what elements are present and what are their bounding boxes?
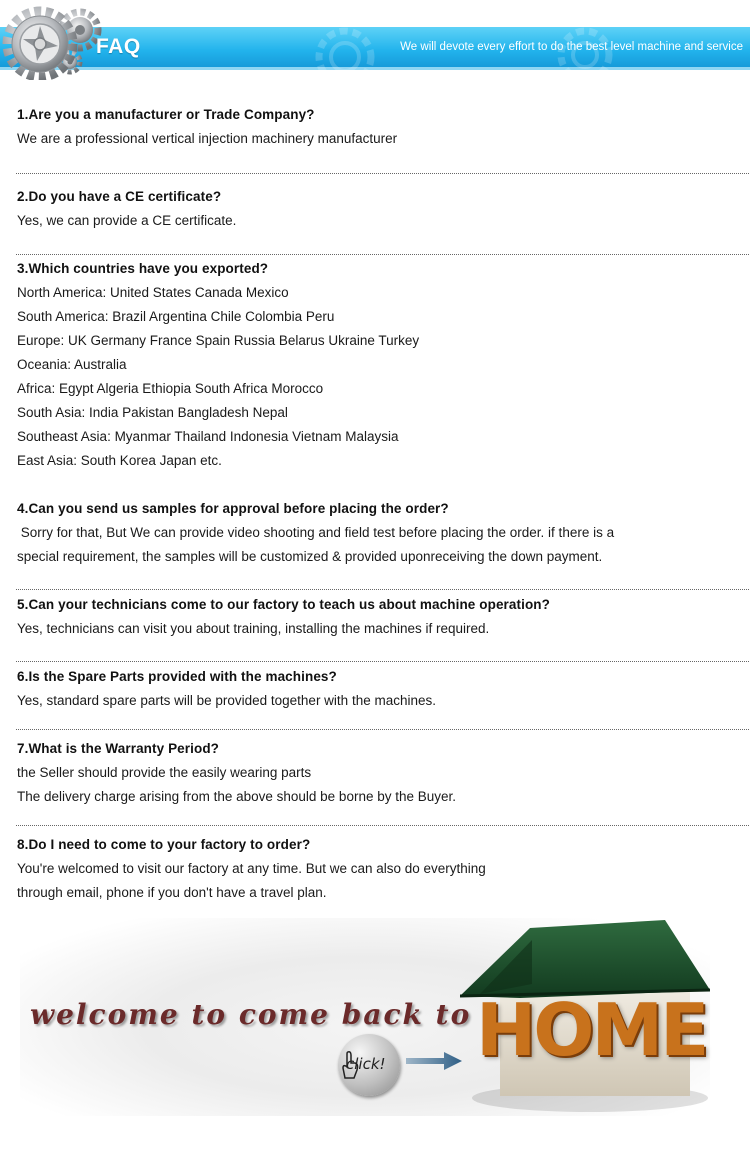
- faq-question: 1.Are you a manufacturer or Trade Company?: [17, 107, 315, 122]
- faq-question: 7.What is the Warranty Period?: [17, 741, 220, 756]
- faq-question: 2.Do you have a CE certificate?: [17, 189, 222, 204]
- faq-answer-line: South Asia: India Pakistan Bangladesh Nepal: [17, 405, 288, 420]
- faq-answer: [17, 617, 749, 641]
- faq-list: [17, 103, 749, 905]
- faq-item: [17, 185, 749, 233]
- banner-tagline: We will devote every effort to do the best level machine and service: [400, 41, 743, 53]
- faq-answer: [17, 857, 749, 905]
- faq-answer: [17, 281, 749, 473]
- faq-answer-line: Yes, technicians can visit you about training, installing the machines if required.: [17, 621, 490, 636]
- click-label: click!: [346, 1055, 386, 1073]
- click-button[interactable]: [338, 1034, 400, 1096]
- faq-question: 6.Is the Spare Parts provided with the machines?: [17, 669, 337, 684]
- faq-question: 5.Can your technicians come to our factory to teach us about machine operation?: [17, 597, 550, 612]
- faq-answer-line: Sorry for that, But We can provide video shooting and field test before placing the order. if there is a: [17, 525, 615, 540]
- faq-answer-line: special requirement, the samples will be customized & provided uponreceiving the down payment.: [17, 549, 603, 564]
- faq-question: 3.Which countries have you exported?: [17, 261, 269, 276]
- faq-answer: [17, 127, 749, 151]
- faq-item: [17, 737, 749, 809]
- faq-item: [17, 497, 749, 569]
- faq-answer-line: You're welcomed to visit our factory at any time. But we can also do everything: [17, 861, 486, 876]
- faq-answer-line: We are a professional vertical injection machinery manufacturer: [17, 131, 398, 146]
- faq-item: [17, 593, 749, 641]
- arrow-right-icon: [406, 1052, 462, 1070]
- faq-header-banner: [0, 0, 750, 80]
- faq-item: [17, 257, 749, 473]
- faq-answer: [17, 761, 749, 809]
- gear-icon: [0, 4, 110, 80]
- welcome-slogan: welcome to come back to: [30, 998, 472, 1031]
- faq-answer-line: Oceania: Australia: [17, 357, 127, 372]
- background-gear-icon: [300, 27, 390, 70]
- welcome-home-banner[interactable]: [20, 918, 710, 1116]
- home-word: HOME: [476, 988, 707, 1072]
- faq-answer-line: The delivery charge arising from the above should be borne by the Buyer.: [17, 789, 457, 804]
- faq-item: [17, 103, 749, 151]
- page-title: FAQ: [96, 35, 141, 58]
- faq-answer: [17, 521, 749, 569]
- faq-answer-line: Southeast Asia: Myanmar Thailand Indonesia Vietnam Malaysia: [17, 429, 399, 444]
- faq-question: 8.Do I need to come to your factory to order?: [17, 837, 311, 852]
- faq-answer-line: Yes, standard spare parts will be provided together with the machines.: [17, 693, 436, 708]
- faq-answer: [17, 209, 749, 233]
- faq-answer-line: Yes, we can provide a CE certificate.: [17, 213, 237, 228]
- faq-answer: [17, 689, 749, 713]
- faq-question: 4.Can you send us samples for approval before placing the order?: [17, 501, 449, 516]
- faq-answer-line: the Seller should provide the easily wearing parts: [17, 765, 312, 780]
- faq-answer-line: through email, phone if you don't have a travel plan.: [17, 885, 327, 900]
- faq-answer-line: Europe: UK Germany France Spain Russia Belarus Ukraine Turkey: [17, 333, 420, 348]
- faq-answer-line: South America: Brazil Argentina Chile Colombia Peru: [17, 309, 335, 324]
- faq-answer-line: Africa: Egypt Algeria Ethiopia South Africa Morocco: [17, 381, 324, 396]
- faq-item: [17, 833, 749, 905]
- faq-item: [17, 665, 749, 713]
- faq-answer-line: North America: United States Canada Mexico: [17, 285, 289, 300]
- faq-answer-line: East Asia: South Korea Japan etc.: [17, 453, 222, 468]
